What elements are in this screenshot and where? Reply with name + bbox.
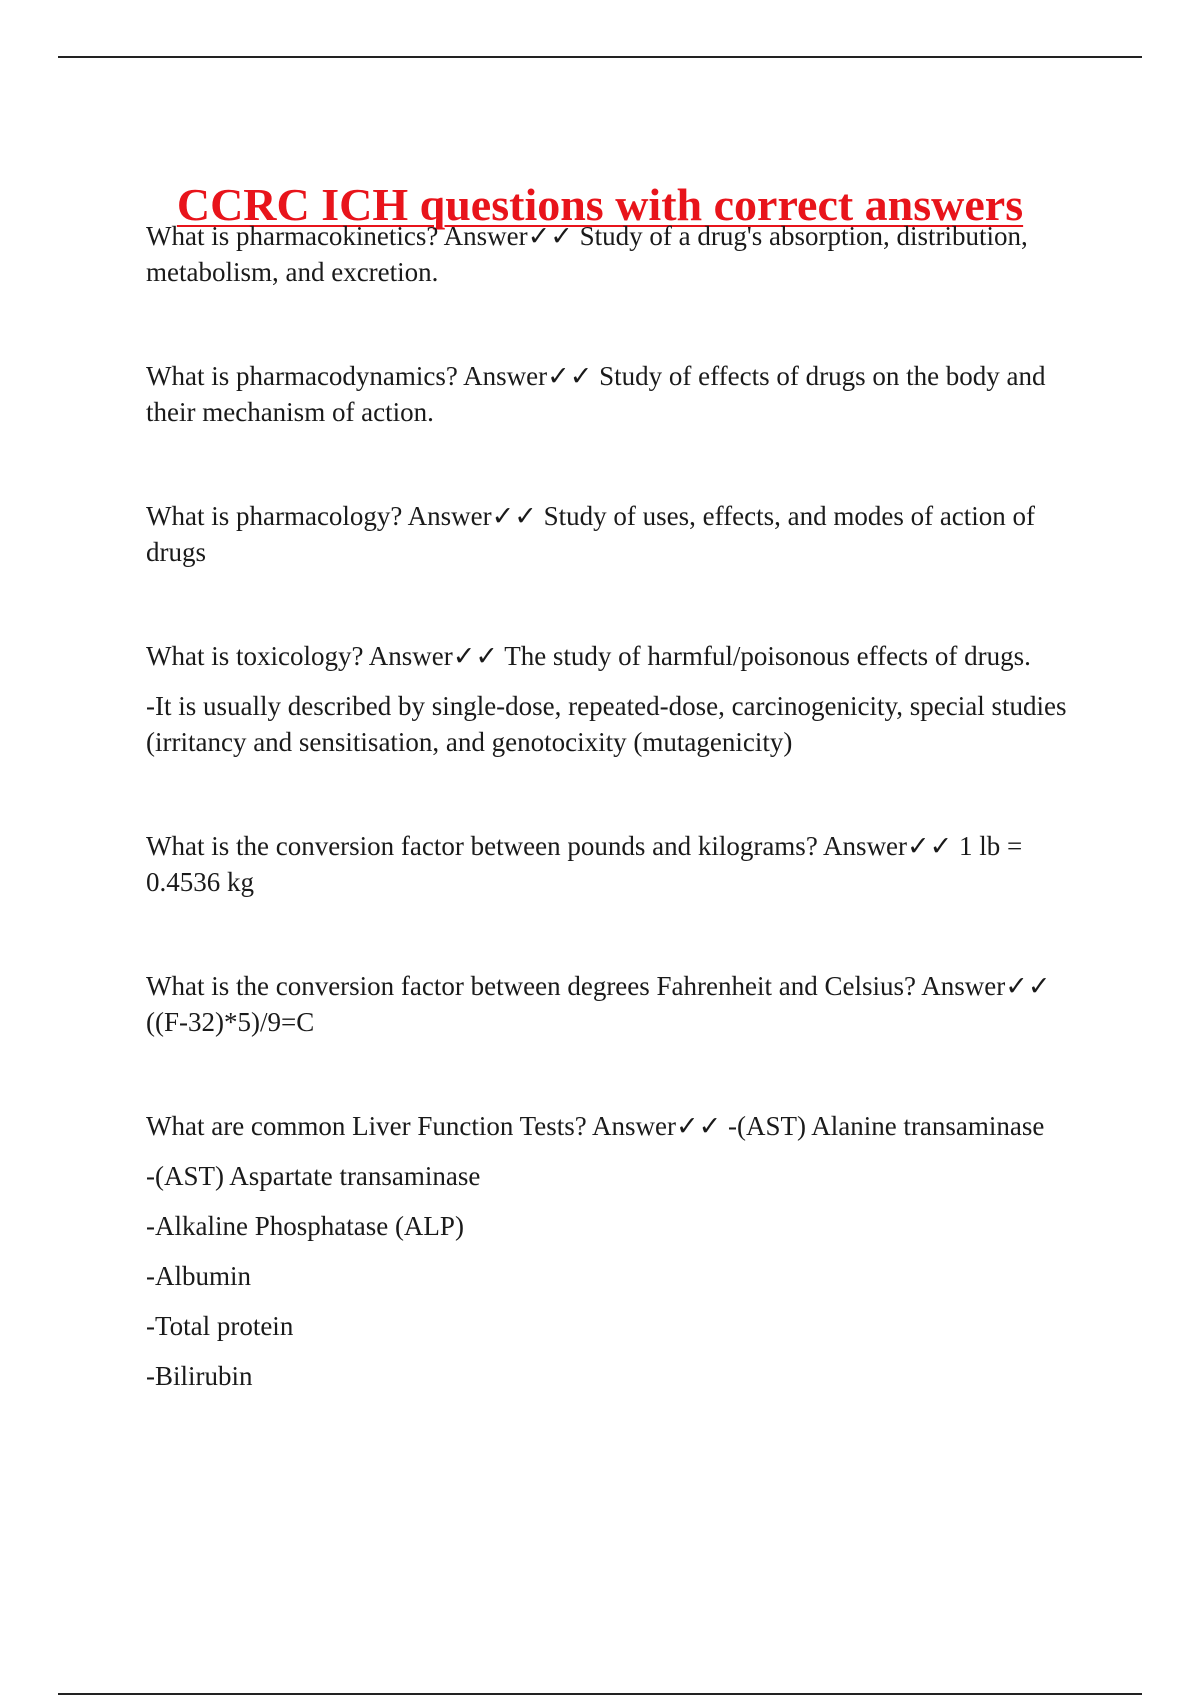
- qa-paragraph: What is pharmacology? Answer✓✓ Study of uses, effects, and modes of action of drugs: [146, 501, 1036, 567]
- spacer: [146, 290, 1096, 358]
- qa-item: [146, 638, 1096, 760]
- qa-paragraph: What is the conversion factor between pounds and kilograms? Answer✓✓ 1 lb = 0.4536 kg: [146, 831, 1023, 897]
- qa-paragraph: -Albumin: [146, 1261, 251, 1291]
- qa-item: [146, 828, 1096, 900]
- qa-paragraph: What is pharmacodynamics? Answer✓✓ Study of effects of drugs on the body and their mechanism of action.: [146, 361, 1046, 427]
- qa-item: [146, 1108, 1096, 1394]
- spacer: [146, 760, 1096, 828]
- qa-paragraph: -It is usually described by single-dose, repeated-dose, carcinogenicity, special studies (irritancy and sensitisation, and genotocixity (mutagenicity): [146, 691, 1067, 757]
- qa-paragraph: -Bilirubin: [146, 1361, 253, 1391]
- qa-paragraph: What is pharmacokinetics? Answer✓✓ Study of a drug's absorption, distribution, metabolism, and excretion.: [146, 221, 1028, 287]
- qa-paragraph: What is the conversion factor between degrees Fahrenheit and Celsius? Answer✓✓ ((F-32)*5)/9=C: [146, 971, 1051, 1037]
- bottom-rule: [58, 1693, 1142, 1695]
- qa-item: [146, 498, 1096, 570]
- qa-item: [146, 358, 1096, 430]
- spacer: [146, 570, 1096, 638]
- qa-paragraph: What are common Liver Function Tests? Answer✓✓ -(AST) Alanine transaminase: [146, 1111, 1045, 1141]
- qa-paragraph: -Alkaline Phosphatase (ALP): [146, 1211, 464, 1241]
- spacer: [146, 430, 1096, 498]
- qa-paragraph: -Total protein: [146, 1311, 294, 1341]
- qa-list: [146, 218, 1096, 1394]
- spacer: [146, 1040, 1096, 1108]
- document-title: CCRC ICH questions with correct answers: [176, 178, 1024, 230]
- qa-paragraph: -(AST) Aspartate transaminase: [146, 1161, 481, 1191]
- qa-paragraph: What is toxicology? Answer✓✓ The study of harmful/poisonous effects of drugs.: [146, 641, 1031, 671]
- qa-item: [146, 968, 1096, 1040]
- qa-item: [146, 218, 1096, 290]
- top-rule: [58, 56, 1142, 58]
- spacer: [146, 900, 1096, 968]
